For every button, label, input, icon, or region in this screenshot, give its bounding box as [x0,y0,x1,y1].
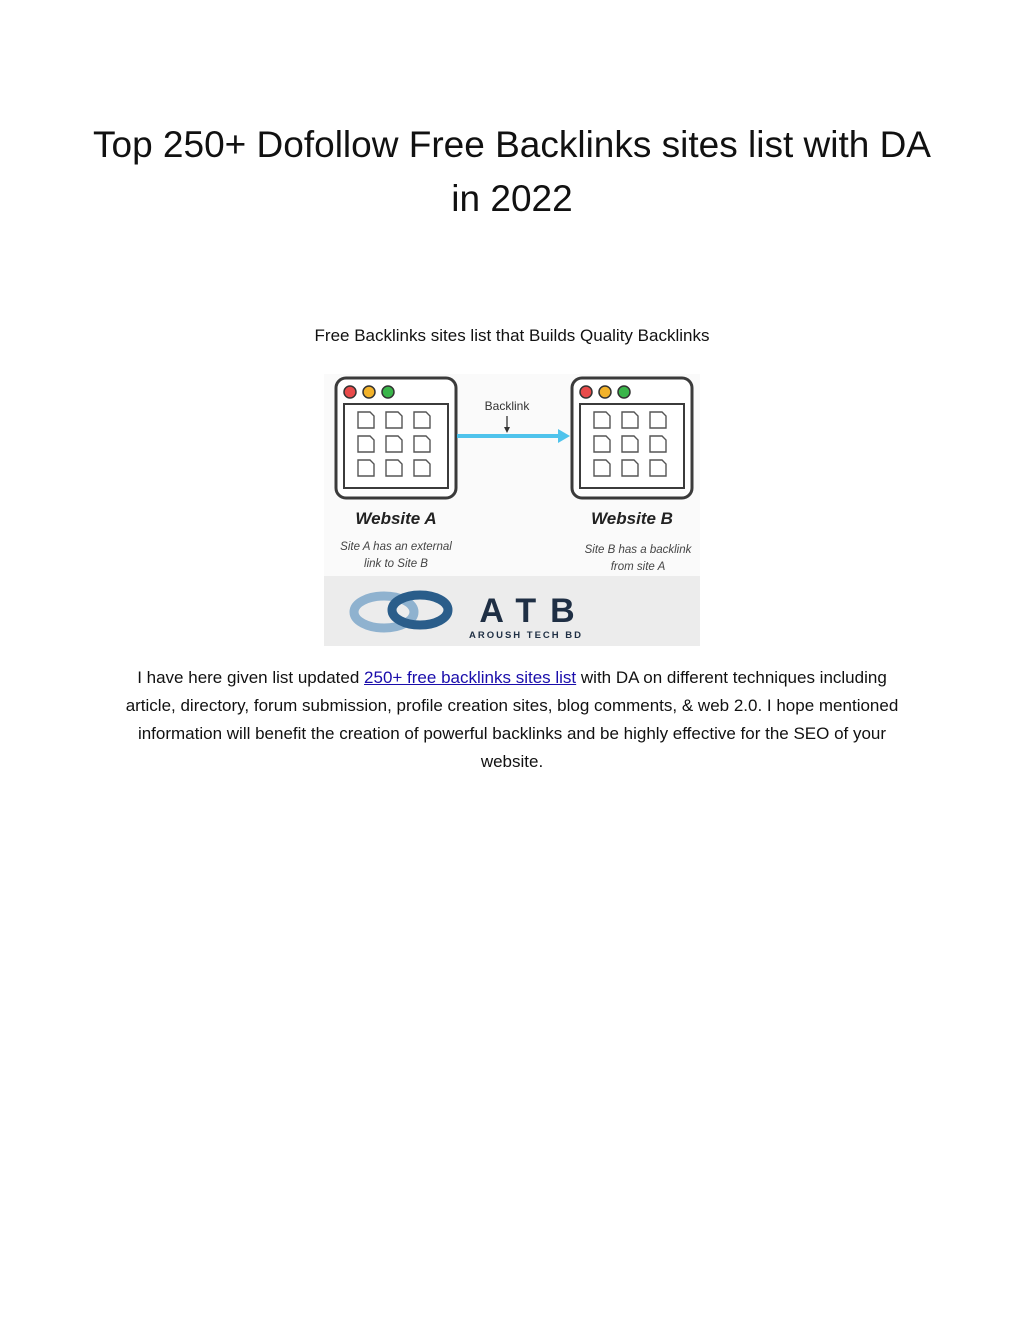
website-a-window-icon [336,378,456,498]
website-b-name: Website B [591,509,673,528]
image-caption: Free Backlinks sites list that Builds Quality Backlinks [314,326,710,345]
website-a-name: Website A [355,509,437,528]
arrow-label: Backlink [484,399,530,413]
logo-letters: ATB [479,592,589,630]
website-b-window-icon [572,378,692,498]
page-title: Top 250+ Dofollow Free Backlinks sites list with DA in 2022 [93,124,931,219]
backlinks-list-link[interactable]: 250+ free backlinks sites list [364,668,577,687]
website-a-desc-line1: Site A has an external [340,541,452,553]
logo-tagline: AROUSH TECH BD [468,630,584,641]
backlink-diagram [324,374,700,646]
intro-paragraph [110,664,914,776]
website-b-desc-line2: from site A [610,561,666,573]
website-b-desc-line1: Site B has a backlink [584,544,692,556]
intro-text-after-link: with DA on different techniques including article, directory, forum submission, profile creation sites, blog comments, & web 2.0. I hope mentioned information will benefit the creation of powerful backlinks and be highly effective for the SEO of your website. [125,668,899,771]
intro-text-before-link: I have here given list updated [137,668,365,687]
website-a-desc-line2: link to Site B [364,558,428,570]
